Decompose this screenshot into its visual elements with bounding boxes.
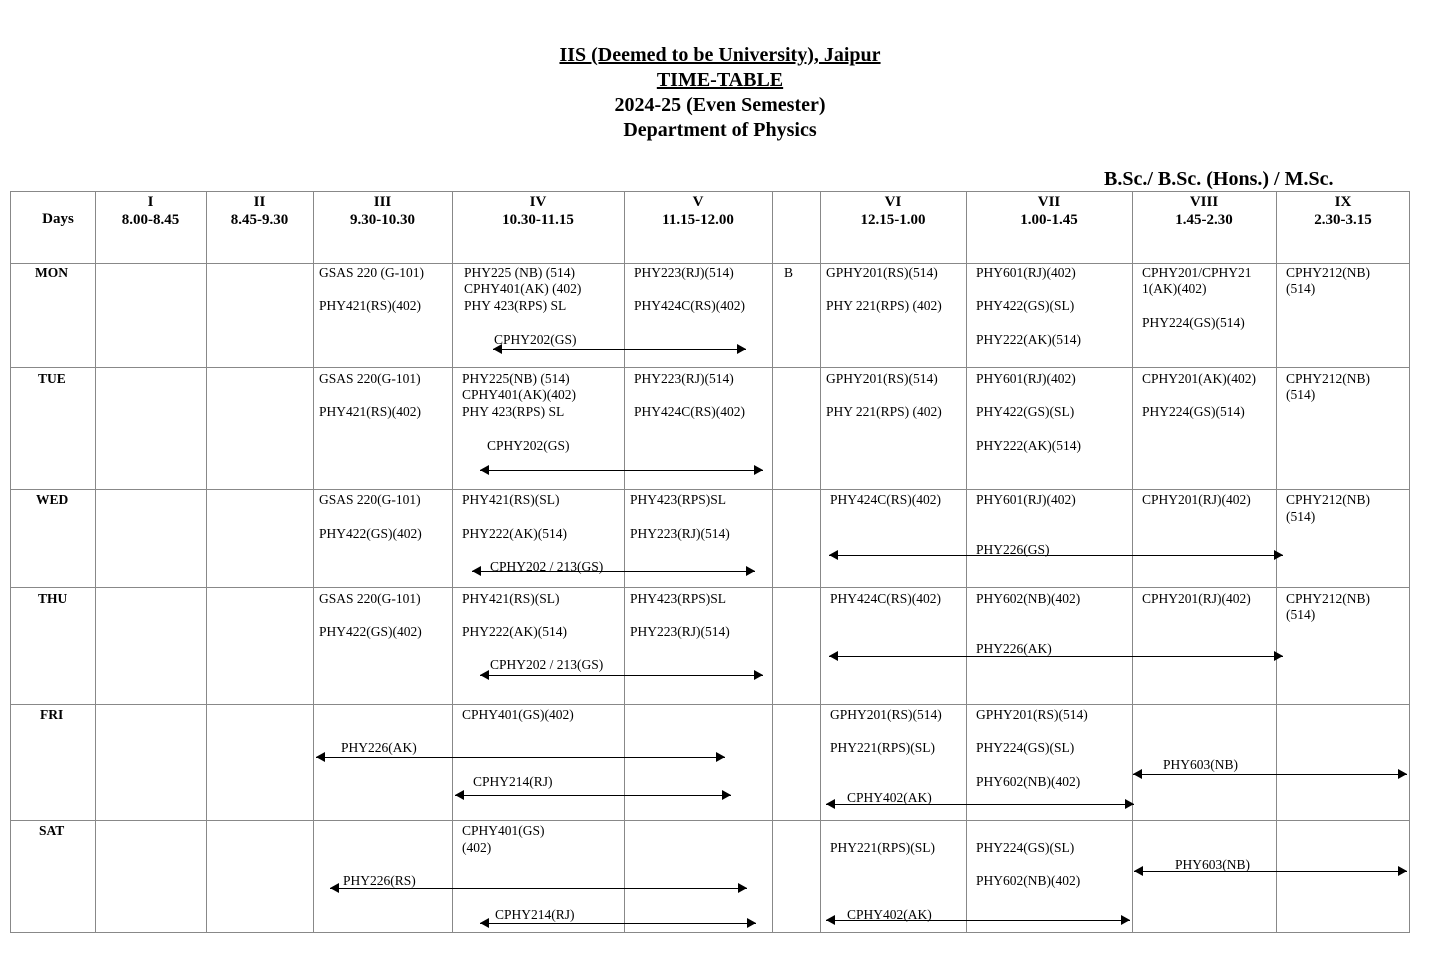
mon-period4-class3: PHY 423(RPS) SL [464, 298, 567, 313]
thu-period8-class1: CPHY201(RJ)(402) [1142, 591, 1251, 606]
mon-period7-class3: PHY222(AK)(514) [976, 332, 1081, 347]
period-time: 2.30-3.15 [1314, 212, 1372, 228]
wed-period5-class2: PHY223(RJ)(514) [630, 526, 730, 541]
tue-period5-class2: PHY424C(RS)(402) [634, 404, 746, 419]
column-header-i [95, 193, 206, 229]
mon-period8-class2: PHY224(GS)(514) [1142, 315, 1245, 330]
column-header-iii [313, 193, 452, 229]
column-header-vi [820, 193, 966, 229]
mon-period7-class2: PHY422(GS)(SL) [976, 298, 1075, 313]
tue-period7-class2: PHY422(GS)(SL) [976, 404, 1075, 419]
sat-period4-line1: CPHY401(GS) [462, 823, 545, 838]
thu-period5-class2: PHY223(RJ)(514) [630, 624, 730, 639]
period-time: 12.15-1.00 [860, 212, 926, 228]
period-number: IV [529, 194, 547, 210]
mon-period9-line1: CPHY212(NB) [1286, 265, 1371, 280]
wed-period4-class2: PHY222(AK)(514) [462, 526, 567, 541]
wed-period9-line2: (514) [1286, 509, 1316, 524]
mon-period4-class1: PHY225 (NB) (514) [464, 265, 575, 280]
wed-period5-class1: PHY423(RPS)SL [630, 492, 727, 507]
column-header-iv [452, 193, 624, 229]
wed-period3-class1: GSAS 220(G-101) [319, 492, 421, 507]
period-time: 10.30-11.15 [502, 212, 574, 228]
tue-span-class: CPHY202(GS) [487, 438, 570, 453]
thu-span2-class: PHY226(AK) [976, 641, 1052, 656]
tue-period4-class1: PHY225(NB) (514) [462, 371, 570, 386]
day-label-sat: SAT [39, 823, 65, 838]
sat-span4-class: PHY603(NB) [1175, 857, 1251, 872]
period-number: VIII [1189, 194, 1219, 210]
sat-span2-class: CPHY214(RJ) [495, 907, 575, 922]
column-header-v [624, 193, 772, 229]
period-time: 8.00-8.45 [121, 212, 180, 228]
day-label-tue: TUE [38, 371, 66, 386]
university-name: IIS (Deemed to be University), Jaipur [559, 44, 881, 66]
programmes-label: B.Sc./ B.Sc. (Hons.) / M.Sc. [1104, 168, 1334, 190]
period-number: VI [884, 194, 902, 210]
tue-period7-class3: PHY222(AK)(514) [976, 438, 1081, 453]
document-title: TIME-TABLE [656, 69, 784, 91]
mon-period7-class1: PHY601(RJ)(402) [976, 265, 1076, 280]
period-number: II [253, 194, 266, 210]
mon-period8-line2: 1(AK)(402) [1142, 281, 1207, 296]
thu-period3-class2: PHY422(GS)(402) [319, 624, 422, 639]
thu-period7-class1: PHY602(NB)(402) [976, 591, 1081, 606]
period-time: 1.00-1.45 [1020, 212, 1078, 228]
day-label-wed: WED [36, 492, 69, 507]
tue-period8-class1: CPHY201(AK)(402) [1142, 371, 1256, 386]
mon-period6-class1: GPHY201(RS)(514) [826, 265, 938, 280]
fri-span2-class: CPHY214(RJ) [473, 774, 553, 789]
wed-span1-class: CPHY202 / 213(GS) [490, 559, 604, 574]
wed-period9-line1: CPHY212(NB) [1286, 492, 1371, 507]
thu-period9-line1: CPHY212(NB) [1286, 591, 1371, 606]
fri-period7-class3: PHY602(NB)(402) [976, 774, 1081, 789]
tue-period9-line1: CPHY212(NB) [1286, 371, 1371, 386]
period-number: III [373, 194, 392, 210]
sat-period7-class1: PHY224(GS)(SL) [976, 840, 1075, 855]
period-number: IX [1334, 194, 1352, 210]
period-number: V [692, 194, 704, 210]
fri-period6-class2: PHY221(RPS)(SL) [830, 740, 936, 755]
period-time: 11.15-12.00 [662, 212, 734, 228]
thu-period5-class1: PHY423(RPS)SL [630, 591, 727, 606]
session-label: 2024-25 (Even Semester) [614, 94, 826, 116]
thu-period6-class1: PHY424C(RS)(402) [830, 591, 942, 606]
day-label-mon: MON [35, 265, 68, 280]
fri-span1-class: PHY226(AK) [341, 740, 417, 755]
wed-period4-class1: PHY421(RS)(SL) [462, 492, 560, 507]
period-time: 1.45-2.30 [1175, 212, 1233, 228]
mon-span-class: CPHY202(GS) [494, 332, 577, 347]
period-number: I [147, 194, 154, 210]
fri-span3-class: CPHY402(AK) [847, 790, 932, 805]
wed-period8-class1: CPHY201(RJ)(402) [1142, 492, 1251, 507]
mon-period4-class2: CPHY401(AK) (402) [464, 281, 582, 296]
sat-span1-class: PHY226(RS) [343, 873, 416, 888]
tue-period7-class1: PHY601(RJ)(402) [976, 371, 1076, 386]
tue-period6-class2: PHY 221(RPS) (402) [826, 404, 942, 419]
tue-period3-class2: PHY421(RS)(402) [319, 404, 422, 419]
thu-span1-class: CPHY202 / 213(GS) [490, 657, 604, 672]
mon-period3-class2: PHY421(RS)(402) [319, 298, 422, 313]
thu-period3-class1: GSAS 220(G-101) [319, 591, 421, 606]
fri-period6-class1: GPHY201(RS)(514) [830, 707, 942, 722]
column-header-ii [206, 193, 313, 229]
period-number: VII [1037, 194, 1061, 210]
sat-period7-class2: PHY602(NB)(402) [976, 873, 1081, 888]
thu-period4-class2: PHY222(AK)(514) [462, 624, 567, 639]
fri-period4-class1: CPHY401(GS)(402) [462, 707, 574, 722]
tue-period5-class1: PHY223(RJ)(514) [634, 371, 734, 386]
tue-period4-class2: CPHY401(AK)(402) [462, 387, 576, 402]
sat-period4-line2: (402) [462, 840, 492, 855]
column-header-vii [966, 193, 1132, 229]
tue-period3-class1: GSAS 220(G-101) [319, 371, 421, 386]
wed-span2-class: PHY226(GS) [976, 542, 1050, 557]
tue-period6-class1: GPHY201(RS)(514) [826, 371, 938, 386]
fri-span4-class: PHY603(NB) [1163, 757, 1239, 772]
mon-period9-line2: (514) [1286, 281, 1316, 296]
tue-period9-line2: (514) [1286, 387, 1316, 402]
tue-period8-class2: PHY224(GS)(514) [1142, 404, 1245, 419]
wed-period6-class1: PHY424C(RS)(402) [830, 492, 942, 507]
sat-span3-class: CPHY402(AK) [847, 907, 932, 922]
column-header-viii [1132, 193, 1276, 229]
column-header-ix [1276, 193, 1410, 229]
mon-period3-class1: GSAS 220 (G-101) [319, 265, 425, 280]
period-time: 8.45-9.30 [230, 212, 289, 228]
day-label-fri: FRI [40, 707, 64, 722]
tue-period4-class3: PHY 423(RPS) SL [462, 404, 565, 419]
sat-period6-class1: PHY221(RPS)(SL) [830, 840, 936, 855]
thu-period9-line2: (514) [1286, 607, 1316, 622]
days-column-header: Days [42, 211, 74, 227]
day-label-thu: THU [38, 591, 68, 606]
fri-period7-class1: GPHY201(RS)(514) [976, 707, 1088, 722]
thu-period4-class1: PHY421(RS)(SL) [462, 591, 560, 606]
fri-period7-class2: PHY224(GS)(SL) [976, 740, 1075, 755]
mon-period8-line1: CPHY201/CPHY21 [1142, 265, 1252, 280]
wed-period3-class2: PHY422(GS)(402) [319, 526, 422, 541]
department-label: Department of Physics [623, 119, 817, 141]
break-marker: B [784, 265, 794, 280]
mon-period5-class2: PHY424C(RS)(402) [634, 298, 746, 313]
period-time: 9.30-10.30 [350, 212, 415, 228]
wed-period7-class1: PHY601(RJ)(402) [976, 492, 1076, 507]
mon-period5-class1: PHY223(RJ)(514) [634, 265, 734, 280]
mon-period6-class2: PHY 221(RPS) (402) [826, 298, 942, 313]
